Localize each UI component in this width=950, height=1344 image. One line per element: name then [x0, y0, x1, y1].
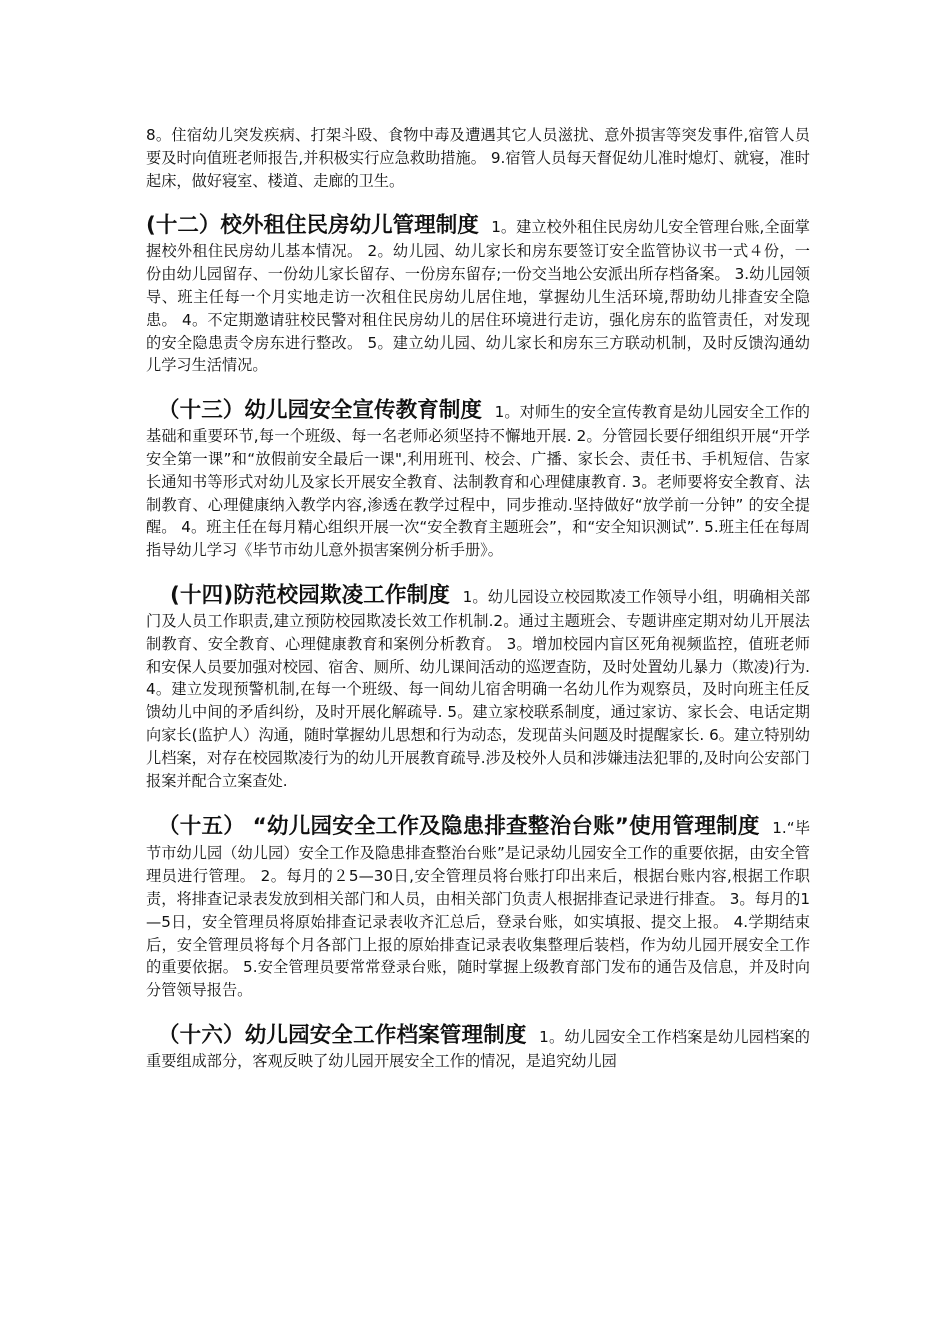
section-12-body: 1。建立校外租住民房幼儿安全管理台账,全面掌握校外租住民房幼儿基本情况。 2。幼儿园、幼儿家长和房东要签订安全监管协议书一式４份，一份由幼儿园留存、一份幼儿家长留存、一份房东留存;一份交当地公安派出所存档备案。 3.幼儿园领导、班主任每一个月实地走访一次租住民房幼儿居住地，掌握幼儿生活环境,帮助幼儿排查安全隐患。 4。不定期邀请驻校民警对租住民房幼儿的居住环境进行走访，强化房东的监管责任，对发现的安全隐患责令房东进行整改。 5。建立幼儿园、幼儿家长和房东三方联动机制，及时反馈沟通幼儿学习生活情况。 — [146, 218, 810, 375]
section-12 — [146, 212, 810, 377]
section-13-heading: （十三）幼儿园安全宣传教育制度 — [158, 398, 483, 424]
section-12-heading: (十二）校外租住民房幼儿管理制度 — [146, 213, 479, 239]
section-16-body: 1。幼儿园安全工作档案是幼儿园档案的重要组成部分，客观反映了幼儿园开展安全工作的情况，是追究幼儿园 — [146, 1027, 810, 1070]
section-15-body: 1.“毕节市幼儿园（幼儿园）安全工作及隐患排查整治台账”是记录幼儿园安全工作的重要依据，由安全管理员进行管理。 2。每月的２5—30日,安全管理员将台账打印出来后，根据台账内容,根据工作职责，将排查记录表发放到相关部门和人员，由相关部门负责人根据排查记录进行排查。 3。每月的1—5日，安全管理员将原始排查记录表收齐汇总后，登录台账，如实填报、提交上报。 4.学期结束后，安全管理员将每个月各部门上报的原始排查记录表收集整理后装档，作为幼儿园开展安全工作的重要依据。 5.安全管理员要常常登录台账，随时掌握上级教育部门发布的通告及信息，并及时向分管领导报告。 — [146, 819, 811, 1000]
section-15-heading: （十五） “幼儿园安全工作及隐患排查整治台账”使用管理制度 — [158, 814, 760, 840]
section-14 — [146, 582, 810, 792]
document-page — [146, 124, 810, 1073]
section-16 — [146, 1022, 810, 1073]
section-16-heading: （十六）幼儿园安全工作档案管理制度 — [158, 1022, 527, 1048]
intro-paragraph: 8。住宿幼儿突发疾病、打架斗殴、食物中毒及遭遇其它人员滋扰、意外损害等突发事件,宿管人员要及时向值班老师报告,并积极实行应急救助措施。 9.宿管人员每天督促幼儿准时熄灯、就寝，准时起床，做好寝室、楼道、走廊的卫生。 — [146, 126, 810, 190]
section-14-body: 1。幼儿园设立校园欺凌工作领导小组，明确相关部门及人员工作职责,建立预防校园欺凌长效工作机制.2。通过主题班会、专题讲座定期对幼儿开展法制教育、安全教育、心理健康教育和案例分析教育。 3。增加校园内盲区死角视频监控，值班老师和安保人员要加强对校园、宿舍、厕所、幼儿课间活动的巡逻查防，及时处置幼儿暴力（欺凌)行为. 4。建立发现预警机制,在每一个班级、每一间幼儿宿舍明确一名幼儿作为观察员，及时向班主任反馈幼儿中间的矛盾纠纷，及时开展化解疏导. 5。建立家校联系制度，通过家访、家长会、电话定期向家长(监护人）沟通，随时掌握幼儿思想和行为动态，发现苗头问题及时提醒家长. 6。建立特别幼儿档案，对存在校园欺凌行为的幼儿开展教育疏导.涉及校外人员和涉嫌违法犯罪的,及时向公安部门报案并配合立案查处. — [146, 587, 811, 790]
section-15 — [146, 812, 810, 1002]
section-13-body: 1。对师生的安全宣传教育是幼儿园安全工作的基础和重要环节,每一个班级、每一名老师必须坚持不懈地开展. 2。分管园长要仔细组织开展“开学安全第一课”和“放假前安全最后一课",利用班刊、校会、广播、家长会、责任书、手机短信、告家长通知书等形式对幼儿及家长开展安全教育、法制教育和心理健康教育. 3。老师要将安全教育、法制教育、心理健康纳入教学内容,渗透在教学过程中，同步推动.坚持做好“放学前一分钟” 的安全提醒。 4。班主任在每月精心组织开展一次“安全教育主题班会”，和“安全知识测试”. 5.班主任在每周指导幼儿学习《毕节市幼儿意外损害案例分析手册》。 — [146, 403, 810, 560]
section-13 — [146, 397, 810, 562]
section-14-heading: (十四)防范校园欺凌工作制度 — [170, 582, 450, 608]
